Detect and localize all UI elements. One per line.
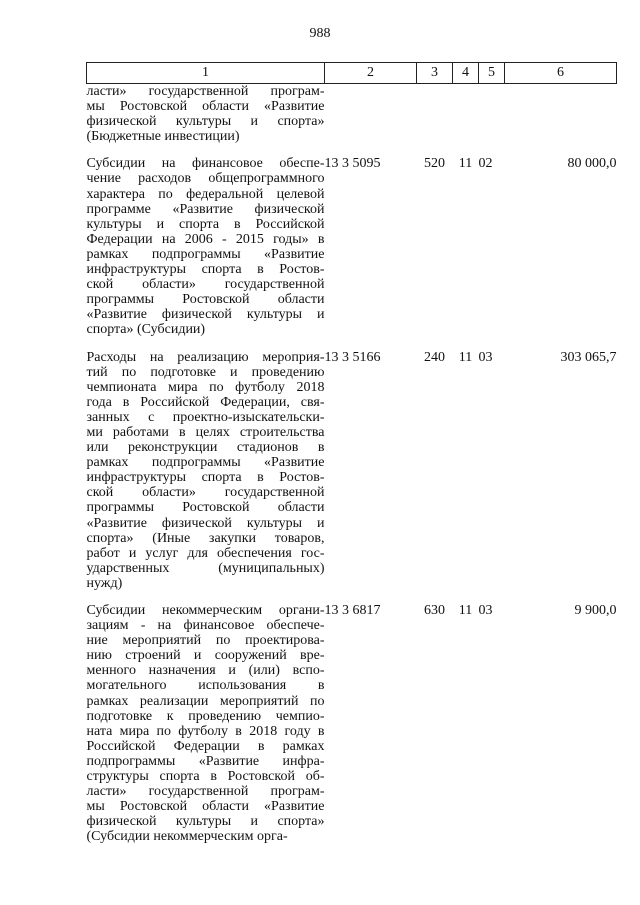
amount-value bbox=[505, 84, 617, 145]
description-line: Субсидии на финансовое обеспе- bbox=[86, 156, 325, 172]
description-line: чемпионата мира по футболу 2018 bbox=[86, 379, 325, 395]
section-code: 11 bbox=[458, 349, 473, 365]
expense-type-code bbox=[417, 84, 453, 145]
column-header: 4 bbox=[453, 63, 479, 84]
description-line: структуры спорта в Ростовской об- bbox=[86, 769, 325, 785]
description-line: Российской Федерации в рамках bbox=[86, 738, 325, 754]
description-line: спорта» (Субсидии) bbox=[86, 322, 206, 338]
description-line: спорта» (Иные закупки товаров, bbox=[86, 530, 325, 546]
description-line: «Развитие физической культуры и bbox=[86, 515, 325, 531]
description-line: программы Ростовской области bbox=[86, 500, 325, 516]
description-line: ласти» государственной програм- bbox=[86, 784, 325, 800]
target-article-code: 13 3 5095 bbox=[324, 156, 381, 172]
budget-table bbox=[86, 62, 617, 845]
description-line: или реконструкции стадионов в bbox=[86, 440, 325, 456]
subsection-code: 03 bbox=[478, 603, 493, 618]
column-header: 5 bbox=[479, 63, 505, 84]
section-code: 11 bbox=[458, 156, 473, 172]
description-line: менного назначения и (или) вспо- bbox=[86, 663, 325, 679]
row-description bbox=[87, 84, 325, 145]
amount-value: 9 900,0 bbox=[574, 603, 617, 618]
description-line: программы Ростовской области bbox=[86, 292, 325, 308]
column-header: 1 bbox=[87, 63, 325, 84]
section-code: 11 bbox=[458, 603, 473, 618]
row-spacer bbox=[87, 338, 617, 350]
description-line: могательного использования в bbox=[86, 678, 325, 694]
description-line: «Развитие физической культуры и bbox=[86, 307, 325, 323]
description-line: инфраструктуры спорта в Ростов- bbox=[86, 470, 325, 486]
description-line: инфраструктуры спорта в Ростов- bbox=[86, 262, 325, 278]
subsection-code: 02 bbox=[478, 156, 493, 172]
row-description bbox=[87, 156, 325, 337]
column-header: 2 bbox=[325, 63, 417, 84]
expense-type-code: 520 bbox=[424, 156, 445, 172]
target-article-code: 13 3 5166 bbox=[324, 349, 381, 365]
description-line: ласти» государственной програм- bbox=[86, 84, 325, 99]
description-line: культуры и спорта в Российской bbox=[86, 216, 325, 232]
description-line: Расходы на реализацию мероприя- bbox=[86, 349, 325, 365]
description-line: подготовке к проведению чемпио- bbox=[86, 708, 325, 724]
description-line: рамках подпрограммы «Развитие bbox=[86, 455, 325, 471]
row-spacer bbox=[87, 144, 617, 156]
description-line: зациям - на финансовое обеспече- bbox=[86, 618, 325, 634]
subsection-code: 03 bbox=[478, 349, 493, 365]
description-line: рамках подпрограммы «Развитие bbox=[86, 246, 325, 262]
description-line: Субсидии некоммерческим органи- bbox=[86, 603, 325, 618]
description-line: (Субсидии некоммерческим орга- bbox=[86, 829, 288, 845]
description-line: программе «Развитие физической bbox=[86, 201, 325, 217]
expense-type-code: 240 bbox=[424, 349, 445, 365]
description-line: нужд) bbox=[86, 575, 123, 591]
table-row bbox=[87, 156, 617, 337]
row-spacer bbox=[87, 591, 617, 603]
section-code bbox=[453, 84, 479, 145]
description-line: мы Ростовской области «Развитие bbox=[86, 799, 325, 815]
table-body bbox=[87, 84, 617, 845]
description-line: физической культуры и спорта» bbox=[86, 814, 325, 830]
description-line: года в Российской Федерации, свя- bbox=[86, 394, 325, 410]
table-row bbox=[87, 84, 617, 145]
description-line: ударственных (муниципальных) bbox=[86, 560, 325, 576]
description-line: ната мира по футболу в 2018 году в bbox=[86, 723, 325, 739]
description-line: ние мероприятий по проектирова- bbox=[86, 633, 325, 649]
description-line: тий по подготовке и проведению bbox=[86, 364, 325, 380]
target-article-code bbox=[325, 84, 417, 145]
description-line: занных с проектно-изыскательски- bbox=[86, 409, 325, 425]
description-line: ми работами в целях строительства bbox=[86, 424, 325, 440]
description-line: чение расходов общепрограммного bbox=[86, 171, 325, 187]
description-line: (Бюджетные инвестиции) bbox=[86, 129, 240, 145]
description-line: физической культуры и спорта» bbox=[86, 114, 325, 130]
expense-type-code: 630 bbox=[424, 603, 445, 618]
page-number: 988 bbox=[309, 26, 331, 41]
row-description bbox=[87, 350, 325, 592]
description-line: ской области» государственной bbox=[86, 277, 325, 293]
description-line: рамках реализации мероприятий по bbox=[86, 693, 325, 709]
description-line: ской области» государственной bbox=[86, 485, 325, 501]
description-line: работ и услуг для обеспечения гос- bbox=[86, 545, 325, 561]
description-line: Федерации на 2006 - 2015 годы» в bbox=[86, 231, 325, 247]
amount-value: 80 000,0 bbox=[567, 156, 617, 172]
table-header-row bbox=[87, 63, 617, 84]
description-line: подпрограммы «Развитие инфра- bbox=[86, 753, 325, 769]
subsection-code bbox=[479, 84, 505, 145]
description-line: нию строений и сооружений вре- bbox=[86, 648, 325, 664]
description-line: характера по федеральной целевой bbox=[86, 186, 325, 202]
table-row bbox=[87, 603, 617, 845]
column-header: 3 bbox=[417, 63, 453, 84]
row-description bbox=[87, 603, 325, 845]
table-row bbox=[87, 350, 617, 592]
description-line: мы Ростовской области «Развитие bbox=[86, 99, 325, 115]
target-article-code: 13 3 6817 bbox=[324, 603, 381, 618]
amount-value: 303 065,7 bbox=[560, 349, 617, 365]
column-header: 6 bbox=[505, 63, 617, 84]
